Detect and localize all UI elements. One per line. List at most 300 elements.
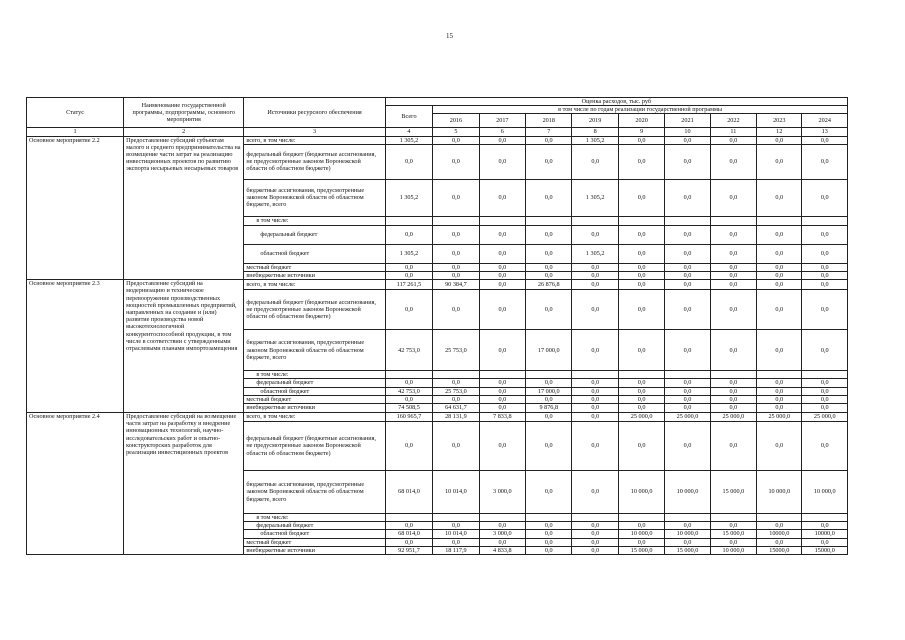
column-index: 10 [665, 128, 710, 136]
value-year: 0,0 [710, 179, 756, 216]
header-year: 2018 [526, 114, 572, 128]
value-year: 10 000,0 [618, 530, 664, 538]
value-year: 15 000,0 [710, 471, 756, 514]
value-year: 10 014,0 [433, 471, 479, 514]
value-year: 0,0 [526, 290, 572, 330]
page-number: 15 [446, 32, 453, 40]
value-year [710, 216, 756, 225]
value-total [385, 514, 432, 522]
value-year: 0,0 [433, 395, 479, 403]
value-year: 0,0 [710, 225, 756, 244]
value-year: 0,0 [479, 290, 525, 330]
value-year: 0,0 [802, 280, 848, 290]
value-year [618, 371, 664, 379]
value-year: 0,0 [572, 387, 618, 395]
value-year [802, 216, 848, 225]
value-year: 0,0 [757, 522, 802, 530]
value-year: 0,0 [526, 244, 572, 263]
header-total: Всего [385, 106, 432, 128]
value-total: 68 014,0 [385, 471, 432, 514]
value-year [618, 514, 664, 522]
value-year: 0,0 [757, 263, 802, 271]
value-year [433, 371, 479, 379]
header-status: Статус [27, 98, 124, 128]
value-year [802, 371, 848, 379]
value-year: 0,0 [802, 538, 848, 546]
value-total: 117 261,5 [385, 280, 432, 290]
value-total [385, 371, 432, 379]
value-year: 0,0 [572, 395, 618, 403]
measure-status: Основное мероприятие 2.4 [27, 413, 124, 555]
value-year: 1 305,2 [572, 136, 618, 144]
value-year: 90 384,7 [433, 280, 479, 290]
value-year: 0,0 [479, 179, 525, 216]
value-year: 0,0 [710, 395, 756, 403]
funding-source: бюджетные ассигнования, предусмотренные законом Воронежской области об областном бюджете, всего [244, 471, 385, 514]
value-year: 0,0 [710, 422, 756, 471]
value-year: 0,0 [433, 379, 479, 387]
value-year: 0,0 [572, 225, 618, 244]
value-year: 0,0 [479, 330, 525, 371]
value-year: 0,0 [757, 379, 802, 387]
value-year: 0,0 [710, 404, 756, 413]
table-row [27, 280, 848, 290]
value-year: 0,0 [618, 522, 664, 530]
value-year: 18 117,9 [433, 546, 479, 554]
funding-source: внебюджетные источники [244, 546, 385, 554]
value-year: 15 000,0 [618, 546, 664, 554]
value-year: 26 876,8 [526, 280, 572, 290]
value-year: 0,0 [618, 395, 664, 403]
value-year: 0,0 [572, 530, 618, 538]
value-year: 3 000,0 [479, 471, 525, 514]
header-year: 2023 [757, 114, 802, 128]
funding-source: всего, в том числе: [244, 413, 385, 422]
value-year: 0,0 [618, 404, 664, 413]
value-total: 0,0 [385, 272, 432, 280]
measure-name: Предоставление субсидий субъектам малого и среднего предпринимательства на возмещение части затрат на реализацию инвестиционных проектов по развитию экспорта несырьевых несырьевых товаров [124, 136, 244, 280]
value-year: 0,0 [479, 422, 525, 471]
value-year [433, 514, 479, 522]
value-year: 0,0 [479, 136, 525, 144]
value-year: 0,0 [757, 272, 802, 280]
funding-source: местный бюджет [244, 263, 385, 271]
header-year: 2016 [433, 114, 479, 128]
value-total: 68 014,0 [385, 530, 432, 538]
value-year: 0,0 [802, 522, 848, 530]
value-total: 0,0 [385, 379, 432, 387]
value-year [665, 216, 710, 225]
value-year: 0,0 [665, 225, 710, 244]
value-year: 0,0 [710, 290, 756, 330]
value-year: 0,0 [526, 379, 572, 387]
value-year: 0,0 [572, 290, 618, 330]
value-year: 0,0 [433, 263, 479, 271]
value-year: 0,0 [757, 290, 802, 330]
value-year: 0,0 [433, 538, 479, 546]
value-year: 0,0 [572, 471, 618, 514]
value-total: 0,0 [385, 538, 432, 546]
value-year: 0,0 [665, 422, 710, 471]
value-year: 0,0 [479, 225, 525, 244]
funding-source: в том числе: [244, 216, 385, 225]
value-year [572, 371, 618, 379]
value-year: 0,0 [526, 395, 572, 403]
value-year: 0,0 [710, 136, 756, 144]
value-year: 25 000,0 [710, 413, 756, 422]
value-year: 0,0 [526, 136, 572, 144]
value-year: 10 000,0 [665, 471, 710, 514]
table-header [27, 98, 848, 137]
value-year: 0,0 [618, 538, 664, 546]
value-year: 0,0 [802, 330, 848, 371]
value-year: 0,0 [479, 522, 525, 530]
value-year [665, 514, 710, 522]
value-year [757, 216, 802, 225]
measure-name: Предоставление субсидий на модернизацию и техническое перевооружение производственных мощностей промышленных предприятий, направленных на создание и (или) развитие производства новой высокотехнологичной конкурентоспособной продукции, в том числе в соответствии с утвержденными отраслевыми планами импортозамещения [124, 280, 244, 413]
table-row [27, 413, 848, 422]
value-year: 0,0 [526, 422, 572, 471]
value-year: 0,0 [572, 413, 618, 422]
value-year: 0,0 [802, 404, 848, 413]
value-year [526, 216, 572, 225]
value-year: 0,0 [665, 379, 710, 387]
column-index: 12 [757, 128, 802, 136]
value-year: 0,0 [710, 330, 756, 371]
value-year: 10 000,0 [665, 530, 710, 538]
funding-source: областной бюджет [244, 244, 385, 263]
value-year: 0,0 [618, 379, 664, 387]
funding-source: федеральный бюджет (бюджетные ассигнования, не предусмотренные законом Воронежской области об областном бюджете) [244, 422, 385, 471]
value-year: 0,0 [665, 272, 710, 280]
funding-source: всего, в том числе: [244, 280, 385, 290]
funding-source: в том числе: [244, 371, 385, 379]
column-index: 3 [244, 128, 385, 136]
value-year: 0,0 [572, 404, 618, 413]
value-year: 15000,0 [802, 546, 848, 554]
value-year: 7 833,8 [479, 413, 525, 422]
value-year: 0,0 [526, 546, 572, 554]
value-year: 0,0 [757, 144, 802, 179]
value-year [802, 514, 848, 522]
value-year: 0,0 [526, 263, 572, 271]
value-year: 0,0 [757, 136, 802, 144]
value-year: 0,0 [526, 522, 572, 530]
value-year: 0,0 [802, 179, 848, 216]
value-year: 0,0 [618, 272, 664, 280]
value-year: 10 014,0 [433, 530, 479, 538]
value-year [479, 216, 525, 225]
value-total: 0,0 [385, 144, 432, 179]
header-estimate: Оценка расходов, тыс. руб [385, 98, 847, 106]
value-year: 0,0 [618, 225, 664, 244]
header-name: Наименование государственной программы, подпрограммы, основного мероприятия [124, 98, 244, 128]
header-year: 2019 [572, 114, 618, 128]
value-year: 0,0 [618, 144, 664, 179]
value-year: 10000,0 [802, 530, 848, 538]
value-year: 3 000,0 [479, 530, 525, 538]
value-year: 0,0 [618, 330, 664, 371]
value-year: 0,0 [479, 404, 525, 413]
value-year: 0,0 [479, 379, 525, 387]
funding-source: бюджетные ассигнования, предусмотренные законом Воронежской области об областном бюджете, всего [244, 330, 385, 371]
value-year: 0,0 [710, 244, 756, 263]
value-year: 0,0 [757, 387, 802, 395]
value-year: 0,0 [572, 280, 618, 290]
header-year: 2022 [710, 114, 756, 128]
value-year: 0,0 [479, 244, 525, 263]
value-year: 0,0 [572, 522, 618, 530]
value-year: 15000,0 [757, 546, 802, 554]
value-year: 0,0 [802, 244, 848, 263]
value-year: 0,0 [479, 387, 525, 395]
value-year: 0,0 [757, 395, 802, 403]
value-year [526, 371, 572, 379]
funding-source: федеральный бюджет [244, 379, 385, 387]
value-total: 0,0 [385, 422, 432, 471]
value-year: 0,0 [479, 263, 525, 271]
funding-source: федеральный бюджет [244, 522, 385, 530]
funding-source: областной бюджет [244, 530, 385, 538]
value-year: 0,0 [479, 538, 525, 546]
column-index-row [27, 128, 848, 136]
value-year: 0,0 [618, 387, 664, 395]
measure-status: Основное мероприятие 2.3 [27, 280, 124, 413]
value-year: 0,0 [757, 538, 802, 546]
value-year [572, 514, 618, 522]
value-total: 1 305,2 [385, 244, 432, 263]
value-year: 1 305,2 [572, 179, 618, 216]
value-year: 0,0 [526, 179, 572, 216]
value-year: 0,0 [433, 272, 479, 280]
funding-source: бюджетные ассигнования, предусмотренные законом Воронежской области об областном бюджете, всего [244, 179, 385, 216]
value-year: 0,0 [757, 225, 802, 244]
value-year: 0,0 [757, 330, 802, 371]
value-year: 10 000,0 [710, 546, 756, 554]
value-year: 25 753,0 [433, 330, 479, 371]
value-year: 0,0 [572, 330, 618, 371]
value-year: 25 753,0 [433, 387, 479, 395]
value-year: 0,0 [433, 179, 479, 216]
value-year: 0,0 [802, 422, 848, 471]
value-year [572, 216, 618, 225]
value-year: 0,0 [710, 144, 756, 179]
value-year [479, 514, 525, 522]
value-year: 0,0 [665, 136, 710, 144]
column-index: 9 [618, 128, 664, 136]
value-total: 0,0 [385, 225, 432, 244]
value-year: 0,0 [665, 522, 710, 530]
value-year: 0,0 [433, 522, 479, 530]
value-year: 10 000,0 [757, 471, 802, 514]
value-year: 15 000,0 [665, 546, 710, 554]
value-year: 0,0 [479, 144, 525, 179]
value-year: 0,0 [479, 395, 525, 403]
value-year: 0,0 [618, 244, 664, 263]
value-year: 0,0 [572, 422, 618, 471]
column-index: 11 [710, 128, 756, 136]
value-year: 0,0 [526, 471, 572, 514]
value-year: 0,0 [526, 144, 572, 179]
value-year: 0,0 [665, 179, 710, 216]
value-year: 0,0 [618, 290, 664, 330]
value-year: 0,0 [572, 272, 618, 280]
value-year: 0,0 [665, 263, 710, 271]
value-year: 0,0 [710, 387, 756, 395]
header-year: 2020 [618, 114, 664, 128]
value-total: 1 305,2 [385, 136, 432, 144]
value-year: 0,0 [526, 272, 572, 280]
value-year: 0,0 [433, 422, 479, 471]
value-total [385, 216, 432, 225]
value-total: 0,0 [385, 263, 432, 271]
value-year: 0,0 [618, 136, 664, 144]
header-source: Источники ресурсного обеспечения [244, 98, 385, 128]
column-index: 1 [27, 128, 124, 136]
funding-source: в том числе: [244, 514, 385, 522]
funding-source: федеральный бюджет [244, 225, 385, 244]
value-year: 0,0 [479, 272, 525, 280]
value-year: 0,0 [526, 413, 572, 422]
value-year: 25 000,0 [665, 413, 710, 422]
value-year: 0,0 [802, 263, 848, 271]
value-year [479, 371, 525, 379]
value-year: 0,0 [572, 379, 618, 387]
column-index: 5 [433, 128, 479, 136]
value-year: 25 000,0 [757, 413, 802, 422]
value-year: 0,0 [618, 179, 664, 216]
funding-source: всего, в том числе: [244, 136, 385, 144]
value-year [526, 514, 572, 522]
value-year [710, 371, 756, 379]
value-year: 0,0 [572, 263, 618, 271]
value-year: 0,0 [710, 522, 756, 530]
value-year: 0,0 [665, 538, 710, 546]
value-year: 1 305,2 [572, 244, 618, 263]
column-index: 4 [385, 128, 432, 136]
value-year: 0,0 [710, 538, 756, 546]
value-year: 0,0 [433, 290, 479, 330]
value-year: 0,0 [802, 290, 848, 330]
value-year: 0,0 [526, 530, 572, 538]
value-total: 160 965,7 [385, 413, 432, 422]
value-year: 0,0 [665, 280, 710, 290]
budget-table [26, 97, 848, 555]
value-year: 25 000,0 [618, 413, 664, 422]
value-total: 42 753,0 [385, 330, 432, 371]
value-year: 0,0 [710, 272, 756, 280]
value-year: 0,0 [618, 422, 664, 471]
value-year: 10 000,0 [802, 471, 848, 514]
value-year: 0,0 [433, 244, 479, 263]
value-year: 0,0 [802, 379, 848, 387]
value-year: 0,0 [433, 136, 479, 144]
value-total: 92 951,7 [385, 546, 432, 554]
value-total: 42 753,0 [385, 387, 432, 395]
header-by-years: в том числе по годам реализации государственной программы [433, 106, 848, 114]
table-row [27, 136, 848, 144]
column-index: 2 [124, 128, 244, 136]
value-year: 0,0 [757, 244, 802, 263]
funding-source: внебюджетные источники [244, 404, 385, 413]
funding-source: местный бюджет [244, 538, 385, 546]
value-year: 0,0 [665, 290, 710, 330]
value-year: 0,0 [526, 538, 572, 546]
funding-source: местный бюджет [244, 395, 385, 403]
value-year: 17 000,0 [526, 387, 572, 395]
header-year: 2017 [479, 114, 525, 128]
value-year [757, 371, 802, 379]
value-year: 0,0 [802, 395, 848, 403]
value-year: 0,0 [526, 225, 572, 244]
column-index: 13 [802, 128, 848, 136]
value-year [618, 216, 664, 225]
value-year: 9 876,8 [526, 404, 572, 413]
column-index: 6 [479, 128, 525, 136]
value-year: 0,0 [710, 379, 756, 387]
value-year: 0,0 [433, 225, 479, 244]
header-year: 2021 [665, 114, 710, 128]
value-year: 0,0 [710, 280, 756, 290]
value-year: 15 000,0 [710, 530, 756, 538]
value-year: 0,0 [479, 280, 525, 290]
value-year: 28 131,9 [433, 413, 479, 422]
value-year [757, 514, 802, 522]
value-year: 17 000,0 [526, 330, 572, 371]
value-total: 0,0 [385, 522, 432, 530]
value-year: 10000,0 [757, 530, 802, 538]
measure-name: Предоставление субсидий на возмещение части затрат на разработку и внедрение инновационных технологий, научно-исследовательских работ и опытно-конструкторских разработок для реализации инвестиционных проектов [124, 413, 244, 555]
value-year: 0,0 [757, 179, 802, 216]
value-total: 0,0 [385, 290, 432, 330]
funding-source: федеральный бюджет (бюджетные ассигнования, не предусмотренные законом Воронежской области об областном бюджете) [244, 144, 385, 179]
measure-status: Основное мероприятие 2.2 [27, 136, 124, 280]
value-year: 0,0 [665, 387, 710, 395]
value-year: 0,0 [665, 404, 710, 413]
table-body [27, 136, 848, 554]
value-year: 0,0 [665, 244, 710, 263]
value-year: 0,0 [572, 546, 618, 554]
header-year: 2024 [802, 114, 848, 128]
value-year: 0,0 [665, 330, 710, 371]
value-year: 0,0 [618, 280, 664, 290]
value-year: 0,0 [665, 395, 710, 403]
value-year: 0,0 [802, 136, 848, 144]
value-total: 1 305,2 [385, 179, 432, 216]
value-year: 0,0 [802, 387, 848, 395]
funding-source: областной бюджет [244, 387, 385, 395]
value-year [665, 371, 710, 379]
value-year: 0,0 [572, 538, 618, 546]
column-index: 7 [526, 128, 572, 136]
value-year: 0,0 [802, 144, 848, 179]
value-year [433, 216, 479, 225]
column-index: 8 [572, 128, 618, 136]
value-year: 0,0 [802, 272, 848, 280]
funding-source: внебюджетные источники [244, 272, 385, 280]
value-year: 0,0 [757, 280, 802, 290]
value-total: 0,0 [385, 395, 432, 403]
value-year: 0,0 [665, 144, 710, 179]
value-year [710, 514, 756, 522]
value-year: 0,0 [757, 404, 802, 413]
value-year: 64 631,7 [433, 404, 479, 413]
value-year: 25 000,0 [802, 413, 848, 422]
value-total: 74 508,5 [385, 404, 432, 413]
value-year: 0,0 [802, 225, 848, 244]
value-year: 4 833,8 [479, 546, 525, 554]
value-year: 0,0 [757, 422, 802, 471]
